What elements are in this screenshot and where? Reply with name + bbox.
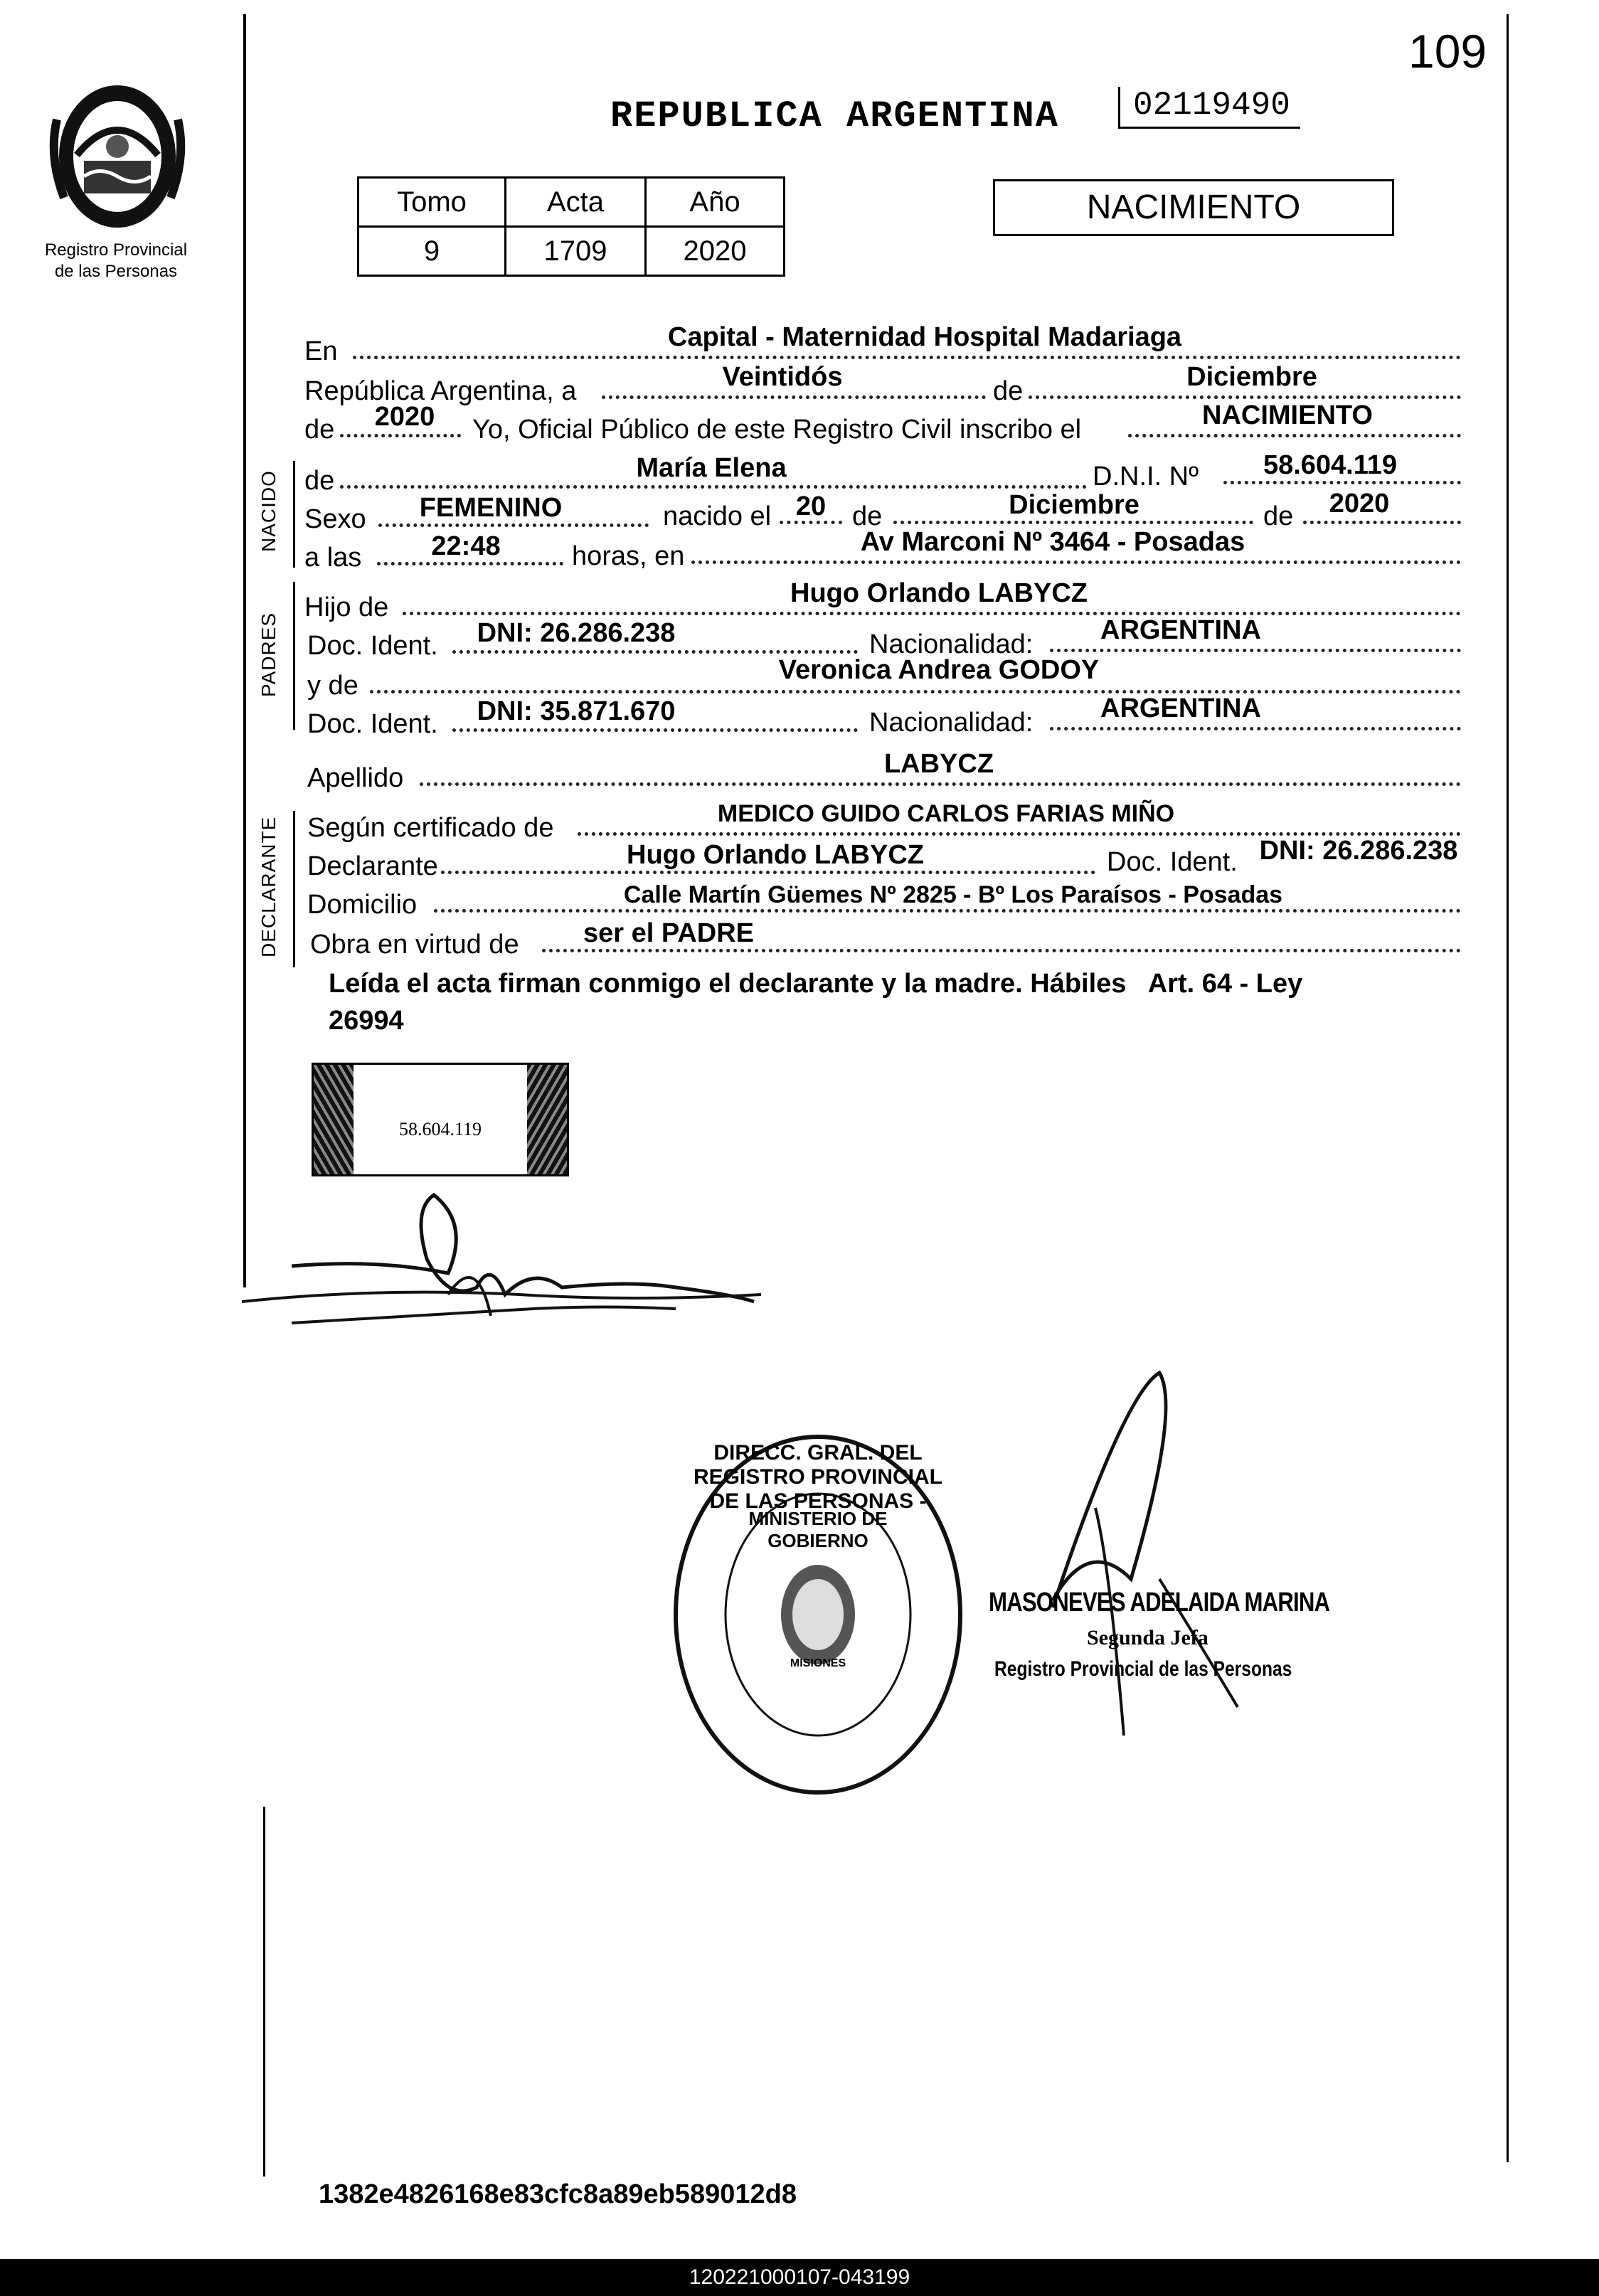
- declarante-value: Hugo Orlando LABYCZ: [627, 840, 924, 870]
- dotted-line: [340, 485, 1087, 489]
- dotted-line: [378, 523, 649, 527]
- seal-inner-text: MINISTERIO DE GOBIERNO: [748, 1508, 888, 1551]
- fingerprint-label: 58.604.119: [398, 1119, 482, 1139]
- tomo-header: Tomo: [358, 178, 506, 227]
- closing-line2: 26994: [329, 1006, 404, 1036]
- dni-label: D.N.I. Nº: [1093, 462, 1199, 491]
- document-hash: 1382e4826168e83cfc8a89eb589012d8: [319, 2179, 797, 2209]
- year-value: 2020: [374, 402, 435, 432]
- dotted-line: [420, 782, 1461, 786]
- certificate-value: MEDICO GUIDO CARLOS FARIAS MIÑO: [717, 800, 1175, 827]
- left-margin-rule-lower: [263, 1807, 265, 2177]
- day-value: Veintidós: [722, 362, 843, 392]
- padres-side-label: PADRES: [257, 612, 280, 697]
- anio-header: Año: [646, 178, 785, 227]
- republica-label: República Argentina, a: [304, 376, 577, 406]
- coat-of-arms-icon: [43, 77, 192, 233]
- section-rule: [293, 582, 295, 730]
- signatory-office: Registro Provincial de las Personas: [994, 1657, 1292, 1681]
- mother-dni-value: DNI: 35.871.670: [477, 696, 676, 726]
- dotted-line: [602, 395, 986, 399]
- de3-label: de: [852, 501, 883, 531]
- seal-center-text: MISIONES: [790, 1657, 846, 1669]
- official-text: Yo, Oficial Público de este Registro Civil inscribo el: [472, 415, 1082, 445]
- dotted-line: [691, 560, 1461, 564]
- apellido-value: LABYCZ: [883, 749, 994, 779]
- birth-year-value: 2020: [1329, 489, 1390, 519]
- document-type-box: NACIMIENTO: [993, 179, 1394, 236]
- obra-label: Obra en virtud de: [310, 930, 519, 960]
- doc1-label: Doc. Ident.: [307, 631, 438, 661]
- declarante-dni-value: DNI: 26.286.238: [1259, 836, 1458, 866]
- signatory-name: MASONEVES ADELAIDA MARINA: [989, 1588, 1330, 1617]
- father-dni-value: DNI: 26.286.238: [477, 618, 676, 648]
- dotted-line: [340, 434, 461, 437]
- segun-label: Según certificado de: [307, 813, 554, 843]
- declarant-signature-icon: [235, 1181, 775, 1344]
- domicilio-label: Domicilio: [307, 890, 418, 920]
- yde-label: y de: [307, 671, 358, 701]
- acta-header: Acta: [506, 178, 646, 227]
- nacido-side-label: NACIDO: [257, 470, 280, 552]
- alas-label: a las: [304, 543, 362, 573]
- doc3-label: Doc. Ident.: [1107, 847, 1238, 877]
- record-table: [357, 176, 785, 277]
- obra-value: ser el PADRE: [583, 918, 755, 948]
- dotted-line: [434, 909, 1461, 913]
- act-value: NACIMIENTO: [1202, 400, 1373, 430]
- section-rule: [293, 461, 295, 568]
- footer-code-bar: 120221000107-043199: [0, 2259, 1599, 2296]
- nac2-label: Nacionalidad:: [869, 708, 1034, 738]
- de-label: de: [993, 376, 1024, 406]
- dotted-line: [1303, 521, 1461, 524]
- dotted-line: [353, 356, 1461, 359]
- country-title: REPUBLICA ARGENTINA: [610, 95, 1059, 137]
- father-name-value: Hugo Orlando LABYCZ: [790, 578, 1088, 608]
- section-rule: [293, 811, 295, 967]
- de2-label: de: [304, 415, 335, 445]
- serial-number: 02119490: [1118, 87, 1300, 129]
- en-label: En: [304, 336, 338, 366]
- hijo-label: Hijo de: [304, 592, 389, 622]
- closing-line1: Leída el acta firman conmigo el declarante y la madre. Hábiles Art. 64 - Ley: [329, 969, 1303, 999]
- right-margin-rule: [1507, 14, 1509, 2162]
- page-number: 109: [1408, 25, 1487, 78]
- father-nationality-value: ARGENTINA: [1100, 615, 1261, 645]
- name-label: de: [304, 466, 335, 496]
- mother-name-value: Veronica Andrea GODOY: [778, 655, 1100, 685]
- sexo-label: Sexo: [304, 504, 366, 534]
- hour-value: 22:48: [431, 531, 501, 561]
- birth-place-value: Av Marconi Nº 3464 - Posadas: [860, 527, 1245, 557]
- nac1-label: Nacionalidad:: [869, 629, 1034, 659]
- fingerprint-left-icon: [314, 1065, 354, 1174]
- dotted-line: [441, 871, 1095, 874]
- logo-caption-line2: de las Personas: [54, 262, 178, 281]
- dotted-line: [1050, 727, 1461, 730]
- dotted-line: [452, 728, 858, 732]
- logo-caption-line1: Registro Provincial: [44, 240, 188, 260]
- birth-month-value: Diciembre: [1009, 490, 1140, 520]
- sexo-value: FEMENINO: [419, 493, 563, 523]
- doc2-label: Doc. Ident.: [307, 709, 438, 739]
- location-value: Capital - Maternidad Hospital Madariaga: [667, 322, 1182, 352]
- left-margin-rule: [243, 14, 246, 1287]
- declarante-side-label: DECLARANTE: [257, 816, 280, 957]
- birth-day-value: 20: [795, 491, 827, 521]
- official-signature-icon: [982, 1366, 1309, 1750]
- nacido-label: nacido el: [663, 501, 772, 531]
- tomo-value: 9: [358, 227, 506, 276]
- dotted-line: [893, 521, 1253, 524]
- fingerprint-box: [312, 1063, 569, 1176]
- anio-value: 2020: [646, 227, 785, 276]
- month-value: Diciembre: [1186, 362, 1317, 392]
- child-name-value: María Elena: [636, 453, 787, 483]
- apellido-label: Apellido: [307, 763, 404, 793]
- dotted-line: [452, 650, 858, 654]
- de4-label: de: [1263, 501, 1294, 531]
- dotted-line: [370, 690, 1461, 693]
- dotted-line: [403, 612, 1461, 615]
- dotted-line: [1223, 481, 1461, 484]
- child-dni-value: 58.604.119: [1263, 450, 1398, 480]
- domicilio-value: Calle Martín Güemes Nº 2825 - Bº Los Paraísos - Posadas: [623, 881, 1283, 908]
- dotted-line: [1050, 649, 1461, 652]
- declarante-label: Declarante: [307, 851, 438, 881]
- horas-label: horas, en: [572, 541, 685, 571]
- dotted-line: [1128, 434, 1461, 437]
- fingerprint-right-icon: [527, 1065, 567, 1174]
- acta-value: 1709: [506, 227, 646, 276]
- signatory-role: Segunda Jefa: [1087, 1626, 1208, 1649]
- dotted-line: [1029, 395, 1461, 399]
- official-seal: [669, 1430, 967, 1800]
- dotted-line: [542, 949, 1461, 952]
- mother-nationality-value: ARGENTINA: [1100, 693, 1261, 723]
- province-logo: [43, 77, 192, 233]
- dotted-line: [377, 562, 563, 565]
- seal-outer-text: DIRECC. GRAL. DEL REGISTRO PROVINCIAL DE LAS PERSONAS -: [693, 1441, 943, 1513]
